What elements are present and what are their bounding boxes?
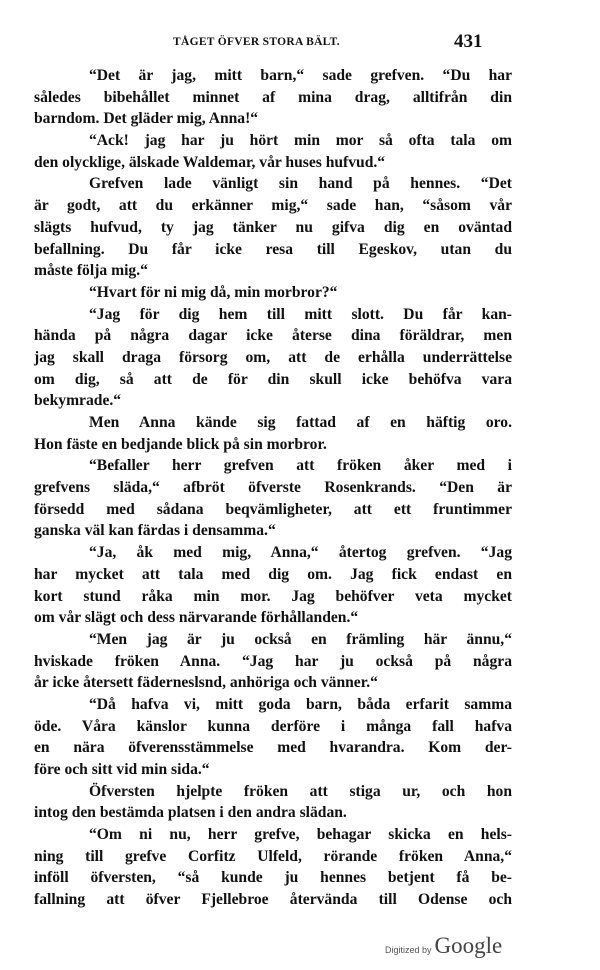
text-line: “Men jag är ju också en främling här ännu,“ xyxy=(89,630,512,648)
text-line: “Ja, åk med mig, Anna,“ återtog grefven. “Jag xyxy=(89,544,512,562)
digitization-watermark xyxy=(385,933,502,959)
text-line: Öfversten hjelpte fröken att stiga ur, och hon xyxy=(89,782,512,800)
text-line: om dig, så att de för din skull icke behöfva vara xyxy=(34,370,512,388)
text-line: “Befaller herr grefven att fröken åker med i xyxy=(89,457,512,475)
text-line: en nära öfverensstämmelse med hvarandra. Kom der- xyxy=(34,739,512,757)
text-line: om vår slägt och dess närvarande förhållanden.“ xyxy=(34,609,359,627)
text-line: ning till grefve Corfitz Ulfeld, rörande fröken Anna,“ xyxy=(34,847,512,865)
text-line: har mycket att tala med dig om. Jag fick endast en xyxy=(34,565,512,583)
text-line: öde. Våra känslor kunna derföre i många fall hafva xyxy=(34,717,512,735)
text-line: Men Anna kände sig fattad af en häftig oro. xyxy=(89,414,512,431)
text-line: den olycklige, älskade Waldemar, vår huses hufvud.“ xyxy=(34,153,386,171)
text-line: före och sitt vid min sida.“ xyxy=(34,761,210,778)
text-line: intog den bestämda platsen i den andra slädan. xyxy=(34,804,347,822)
text-line: ganska väl kan färdas i densamma.“ xyxy=(34,522,276,540)
page-text xyxy=(34,65,512,911)
text-line: “Om ni nu, herr grefve, behagar skicka en hels- xyxy=(89,826,512,844)
text-line: befallning. Du får icke resa till Egeskov, utan du xyxy=(34,240,512,258)
digitized-by-label: Digitized by xyxy=(385,945,432,955)
text-line: Grefven lade vänligt sin hand på hennes. “Det xyxy=(89,175,512,193)
text-line: fallning att öfver Fjellebroe återvända till Odense och xyxy=(34,891,512,909)
text-line: hända på några dagar icke återse dina föräldrar, men xyxy=(34,327,512,345)
text-line: “Då hafva vi, mitt goda barn, båda erfarit samma xyxy=(89,695,512,713)
text-line: är godt, att du erkänner mig,“ sade han, “såsom vår xyxy=(34,197,512,215)
text-line: “Ack! jag har ju hört min mor så ofta tala om xyxy=(89,132,512,150)
text-line: “Det är jag, mitt barn,“ sade grefven. “Du har xyxy=(89,67,512,84)
text-line: bekymrade.“ xyxy=(34,392,122,410)
text-line: försedd med sådana beqvämligheter, att ett fruntimmer xyxy=(34,500,512,518)
text-line: år icke återsett fäderneslsnd, anhöriga och vänner.“ xyxy=(34,674,378,692)
text-line: kort stund råka min mor. Jag behöfver veta mycket xyxy=(34,587,512,605)
google-logo: Google xyxy=(434,933,503,958)
text-line: Hon fäste en bedjande blick på sin morbror. xyxy=(34,435,327,453)
text-line: “Hvart för ni mig då, min morbror?“ xyxy=(89,283,338,301)
text-line: måste följa mig.“ xyxy=(34,262,148,280)
text-line: “Jag för dig hem till mitt slott. Du får kan- xyxy=(89,305,512,323)
text-line: inföll öfversten, “så kunde ju hennes betjent få be- xyxy=(34,869,512,887)
text-line: således bibehållet minnet af mina drag, alltifrån din xyxy=(34,88,512,106)
running-head: TÅGET ÖFVER STORA BÄLT. xyxy=(173,36,340,48)
text-line: grefvens släda,“ afbröt öfverste Rosenkrands. “Den är xyxy=(34,479,512,497)
text-line: hviskade fröken Anna. “Jag har ju också på några xyxy=(34,652,512,670)
text-line: barndom. Det gläder mig, Anna!“ xyxy=(34,110,259,128)
page-number: 431 xyxy=(454,31,483,52)
text-line: jag skall draga försorg om, att de erhålla underrättelse xyxy=(34,348,512,366)
text-line: slägts hufvud, ty jag tänker nu gifva dig en oväntad xyxy=(34,218,512,236)
